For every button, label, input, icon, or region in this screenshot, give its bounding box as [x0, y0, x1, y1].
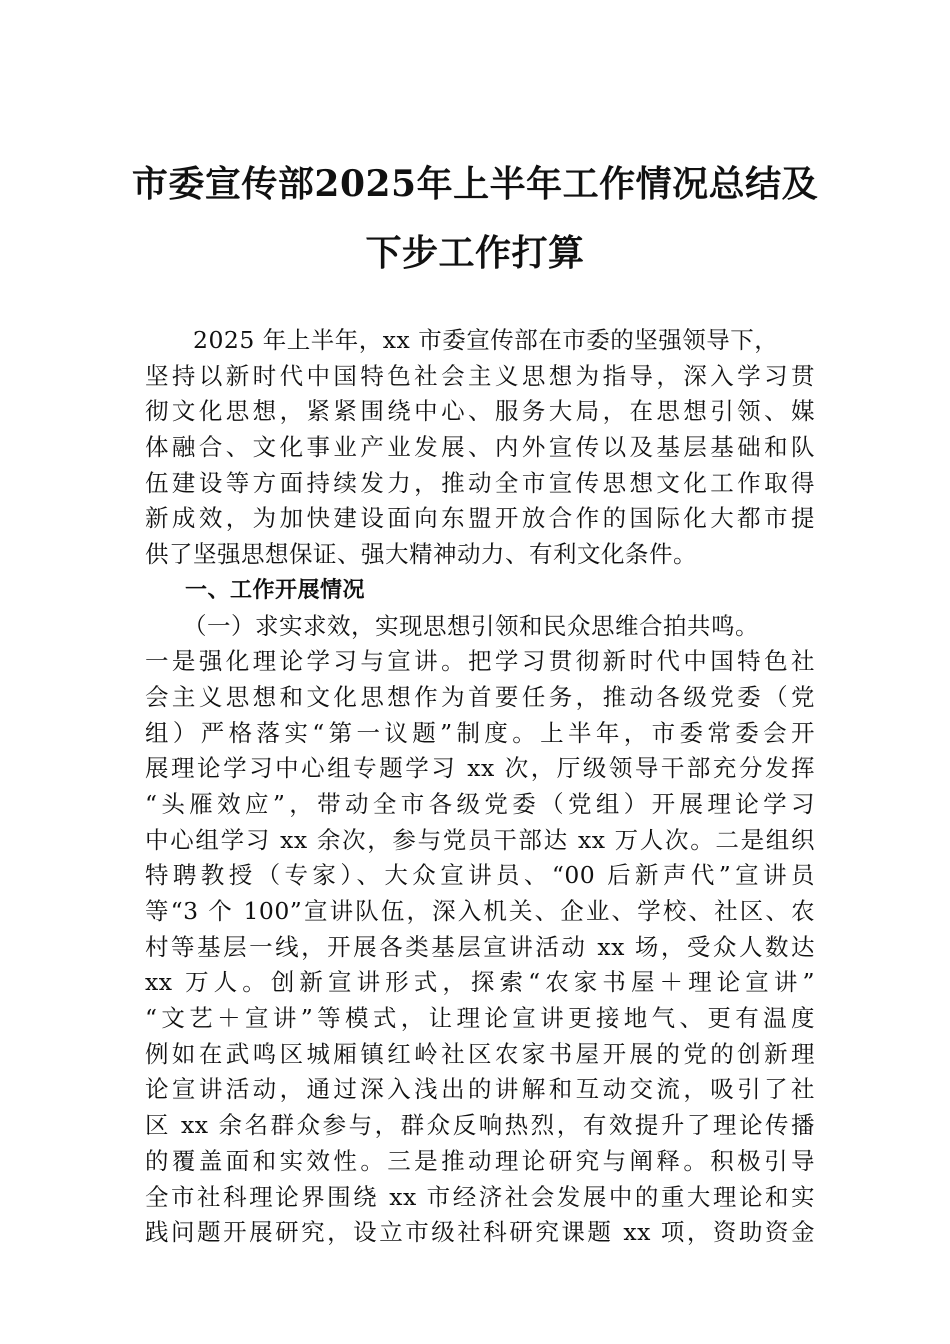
body-line: 论宣讲活动，通过深入浅出的讲解和互动交流，吸引了社 [145, 1075, 815, 1104]
body-line: 伍建设等方面持续发力，推动全市宣传思想文化工作取得 [145, 468, 815, 497]
body-line: 特聘教授（专家）、大众宣讲员、“00 后新声代”宣讲员 [145, 861, 815, 890]
body-line: 例如在武鸣区城厢镇红岭社区农家书屋开展的党的创新理 [145, 1039, 815, 1068]
body-line: 会主义思想和文化思想作为首要任务，推动各级党委（党 [145, 682, 815, 711]
document-title-line-2: 下步工作打算 [365, 232, 585, 274]
body-line: “头雁效应”，带动全市各级党委（党组）开展理论学习 [145, 789, 815, 818]
body-line: xx 万人。创新宣讲形式，探索“农家书屋＋理论宣讲” [145, 968, 815, 997]
document-title-line-1: 市委宣传部2025年上半年工作情况总结及 [131, 163, 819, 205]
body-line: 全市社科理论界围绕 xx 市经济社会发展中的重大理论和实 [145, 1182, 815, 1211]
body-line: 坚持以新时代中国特色社会主义思想为指导，深入学习贯 [145, 361, 815, 390]
body-line: 体融合、文化事业产业发展、内外宣传以及基层基础和队 [145, 433, 815, 462]
body-line: 的覆盖面和实效性。三是推动理论研究与阐释。积极引导 [145, 1146, 815, 1175]
body-line: 供了坚强思想保证、强大精神动力、有利文化条件。 [145, 540, 697, 569]
subsection-heading: （一）求实求效，实现思想引领和民众思维合拍共鸣。 [183, 611, 759, 640]
body-line: 践问题开展研究，设立市级社科研究课题 xx 项，资助资金 [145, 1218, 815, 1247]
body-line: 2025 年上半年，xx 市委宣传部在市委的坚强领导下， [193, 326, 779, 354]
body-line: 彻文化思想，紧紧围绕中心、服务大局，在思想引领、媒 [145, 397, 815, 426]
body-line: 新成效，为加快建设面向东盟开放合作的国际化大都市提 [145, 504, 815, 533]
document-body [145, 323, 815, 1251]
body-line: “文艺＋宣讲”等模式，让理论宣讲更接地气、更有温度 [145, 1004, 815, 1033]
section-heading: 一、工作开展情况 [185, 577, 366, 603]
body-line: 区 xx 余名群众参与，群众反响热烈，有效提升了理论传播 [145, 1111, 815, 1140]
body-line: 村等基层一线，开展各类基层宣讲活动 xx 场，受众人数达 [145, 932, 815, 961]
body-line: 等“3 个 100”宣讲队伍，深入机关、企业、学校、社区、农 [145, 897, 815, 925]
body-line: 一是强化理论学习与宣讲。把学习贯彻新时代中国特色社 [145, 647, 815, 676]
body-line: 展理论学习中心组专题学习 xx 次，厅级领导干部充分发挥 [145, 754, 815, 783]
body-line: 中心组学习 xx 余次，参与党员干部达 xx 万人次。二是组织 [145, 825, 815, 854]
body-line: 组）严格落实“第一议题”制度。上半年，市委常委会开 [145, 718, 815, 747]
